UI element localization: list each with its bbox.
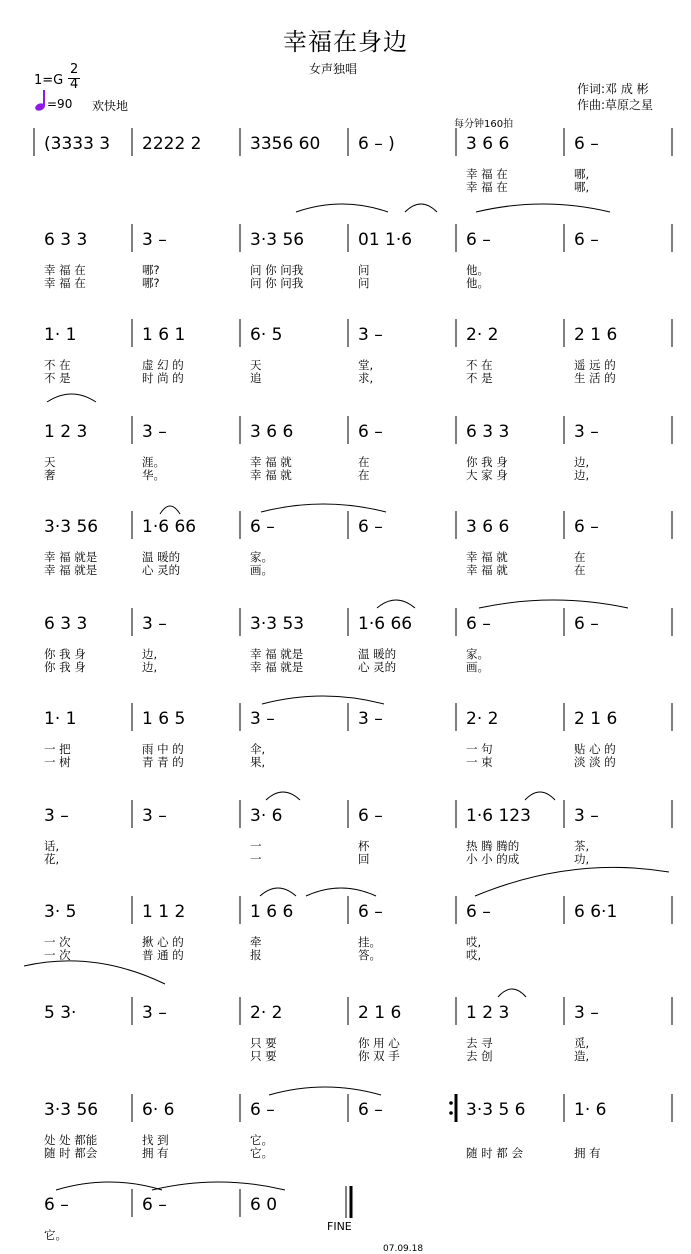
lyric-syllables: 家。	[250, 550, 273, 564]
lyric-syllables: 边,	[142, 647, 158, 661]
slur-arc	[269, 1087, 381, 1095]
lyric-syllables: 挂。	[358, 935, 381, 949]
lyric-syllables: 它。	[44, 1228, 67, 1242]
lyric-syllables: 你 我 身	[44, 660, 86, 674]
slur-arc	[152, 1182, 285, 1190]
note-group: 6 –	[466, 614, 491, 634]
note-group: 6 –	[142, 1195, 167, 1215]
note-group: 6 –	[358, 422, 383, 442]
lyric-syllables: 它。	[250, 1133, 273, 1147]
lyric-syllables: 它。	[250, 1146, 273, 1160]
note-group: 3 –	[142, 230, 167, 250]
slur-arc	[266, 792, 300, 800]
note-group: 1·6 66	[142, 517, 197, 537]
note-group: 6 6·1	[574, 902, 618, 922]
lyric-syllables: 处 处 都能	[44, 1133, 98, 1147]
slur-arc	[405, 204, 437, 212]
lyric-syllables: 伞,	[250, 742, 266, 756]
lyric-syllables: 哪?	[142, 276, 160, 290]
lyric-syllables: 边,	[574, 468, 590, 482]
lyric-syllables: 揪 心 的	[142, 935, 184, 949]
lyric-syllables: 他。	[466, 276, 489, 290]
lyric-syllables: 青 青 的	[142, 755, 184, 769]
lyric-syllables: 找 到	[142, 1133, 169, 1147]
lyric-syllables: 在	[358, 455, 370, 469]
lyric-syllables: 你 我 身	[466, 455, 508, 469]
lyric-syllables: 涯。	[142, 455, 165, 469]
lyric-syllables: 幸 福 在	[44, 276, 86, 290]
note-group: 3 –	[142, 806, 167, 826]
lyric-syllables: 一 次	[44, 948, 71, 962]
lyric-syllables: 幸 福 就是	[44, 550, 98, 564]
lyric-syllables: 答。	[358, 948, 381, 962]
lyric-syllables: 只 要	[250, 1036, 277, 1050]
song-subtitle: 女声独唱	[308, 62, 357, 76]
lyric-syllables: 在	[574, 550, 586, 564]
slur-arc	[377, 600, 415, 608]
note-group: 3 6 6	[250, 422, 294, 442]
note-group: 6 –	[250, 517, 275, 537]
lyric-syllables: 哎,	[466, 935, 482, 949]
lyric-syllables: 温 暖的	[358, 647, 397, 661]
lyric-syllables: 心 灵的	[358, 660, 397, 674]
lyric-syllables: 功,	[574, 852, 590, 866]
note-group: 1 2 3	[466, 1003, 510, 1023]
note-group: 5 3·	[44, 1003, 77, 1023]
note-group: 3 6 6	[466, 517, 510, 537]
lyric-syllables: 边,	[574, 455, 590, 469]
lyric-syllables: 幸 福 就是	[250, 647, 304, 661]
note-group: 6 –	[44, 1195, 69, 1215]
lyric-syllables: 贴 心 的	[574, 742, 616, 756]
lyric-syllables: 杯	[358, 839, 370, 853]
song-title: 幸福在身边	[283, 28, 408, 56]
lyric-syllables: 幸 福 就	[250, 455, 292, 469]
note-group: 6 –	[466, 902, 491, 922]
note-group: 3 –	[44, 806, 69, 826]
lyric-syllables: 问 你 问我	[250, 263, 304, 277]
lyric-syllables: 你 用 心	[358, 1036, 400, 1050]
lyric-syllables: 小 小 的成	[466, 852, 520, 866]
lyric-syllables: 觅,	[574, 1036, 590, 1050]
note-group: 6 3 3	[466, 422, 510, 442]
lyric-syllables: 家。	[466, 647, 489, 661]
lyric-syllables: 一	[250, 852, 262, 866]
note-group: 1 6 6	[250, 902, 294, 922]
note-group: 6 –	[358, 902, 383, 922]
lyric-syllables: 造,	[574, 1049, 590, 1063]
key-signature: 1=G	[34, 73, 64, 88]
lyric-syllables: 回	[358, 852, 370, 866]
lyric-syllables: 一	[250, 839, 262, 853]
lyric-syllables: 不 在	[44, 358, 71, 372]
note-group: 1· 1	[44, 325, 77, 345]
note-group: (3333 3	[44, 134, 111, 154]
slur-arc	[262, 696, 384, 704]
note-group: 6· 5	[250, 325, 283, 345]
note-group: 6 –	[574, 134, 599, 154]
slur-arc	[24, 961, 165, 984]
lyric-syllables: 拥 有	[574, 1146, 601, 1160]
lyric-syllables: 问 你 问我	[250, 276, 304, 290]
slur-arc	[479, 600, 628, 608]
note-group: 2· 2	[466, 709, 499, 729]
lyric-syllables: 牵	[250, 935, 262, 949]
slur-arc	[47, 394, 96, 402]
lyric-syllables: 幸 福 就	[466, 550, 508, 564]
slur-arc	[306, 888, 376, 896]
note-group: 6 –	[358, 806, 383, 826]
note-group: 3·3 56	[44, 1100, 99, 1120]
note-group: 3· 6	[250, 806, 283, 826]
note-group: 1·6 66	[358, 614, 413, 634]
lyric-syllables: 哪?	[142, 263, 160, 277]
lyric-syllables: 问	[358, 263, 370, 277]
note-group: 3 –	[142, 1003, 167, 1023]
lyric-syllables: 在	[574, 563, 586, 577]
lyric-syllables: 茶,	[574, 839, 590, 853]
lyric-syllables: 奢	[44, 468, 56, 482]
note-group: 2· 2	[466, 325, 499, 345]
lyric-syllables: 你 双 手	[358, 1049, 400, 1063]
lyric-syllables: 不 是	[44, 371, 71, 385]
note-group: 2 1 6	[574, 325, 618, 345]
lyric-syllables: 遥 远 的	[574, 358, 616, 372]
lyric-syllables: 不 是	[466, 371, 493, 385]
note-group: 3·3 56	[250, 230, 305, 250]
note-group: 6 – )	[358, 134, 395, 154]
lyric-syllables: 时 尚 的	[142, 371, 184, 385]
date-stamp: 07.09.18	[383, 1244, 424, 1254]
tempo-value: =90	[47, 97, 73, 111]
lyric-syllables: 去 寻	[466, 1036, 493, 1050]
note-group: 3·3 5 6	[466, 1100, 526, 1120]
note-group: 3 –	[574, 806, 599, 826]
lyric-syllables: 幸 福 在	[44, 263, 86, 277]
note-group: 2 1 6	[358, 1003, 402, 1023]
lyric-syllables: 哎,	[466, 948, 482, 962]
note-group: 3·3 53	[250, 614, 305, 634]
note-group: 1·6 123	[466, 806, 531, 826]
lyric-syllables: 幸 福 在	[466, 180, 508, 194]
slur-arc	[56, 1182, 162, 1190]
note-group: 1· 1	[44, 709, 77, 729]
lyric-syllables: 天	[250, 358, 262, 372]
note-group: 6 0	[250, 1195, 278, 1215]
lyric-syllables: 花,	[44, 852, 60, 866]
lyric-syllables: 普 通 的	[142, 948, 184, 962]
note-group: 3 –	[142, 614, 167, 634]
lyric-syllables: 幸 福 就是	[44, 563, 98, 577]
lyric-syllables: 热 腾 腾的	[466, 839, 520, 853]
note-group: 3 –	[358, 325, 383, 345]
lyric-syllables: 温 暖的	[142, 550, 181, 564]
lyric-syllables: 哪,	[574, 180, 590, 194]
note-group: 6 –	[358, 517, 383, 537]
note-group: 1 2 3	[44, 422, 88, 442]
note-group: 2222 2	[142, 134, 202, 154]
lyric-syllables: 问	[358, 276, 370, 290]
fine-marking: FINE	[327, 1220, 352, 1233]
lyric-syllables: 华。	[142, 468, 165, 482]
lyric-syllables: 不 在	[466, 358, 493, 372]
lyric-syllables: 一 把	[44, 742, 71, 756]
lyric-syllables: 淡 淡 的	[574, 755, 616, 769]
slur-arc	[260, 888, 296, 896]
lyric-syllables: 随 时 都 会	[466, 1146, 523, 1160]
lyric-syllables: 只 要	[250, 1049, 277, 1063]
note-group: 3 –	[358, 709, 383, 729]
note-group: 2 1 6	[574, 709, 618, 729]
lyric-syllables: 报	[250, 948, 262, 962]
lyric-syllables: 他。	[466, 263, 489, 277]
lyric-syllables: 哪,	[574, 167, 590, 181]
lyric-syllables: 去 创	[466, 1049, 493, 1063]
lyric-syllables: 拥 有	[142, 1146, 169, 1160]
lyric-syllables: 你 我 身	[44, 647, 86, 661]
note-group: 1 1 2	[142, 902, 186, 922]
note-group: 3 –	[142, 422, 167, 442]
repeat-dot	[449, 1111, 453, 1115]
slur-arc	[160, 506, 180, 514]
time-signature-bottom: 4	[70, 77, 79, 92]
slur-arc	[296, 204, 388, 212]
lyric-syllables: 边,	[142, 660, 158, 674]
lyric-syllables: 幸 福 在	[466, 167, 508, 181]
note-group: 3· 5	[44, 902, 77, 922]
note-group: 1 6 1	[142, 325, 186, 345]
lyric-syllables: 幸 福 就	[250, 468, 292, 482]
lyric-syllables: 天	[44, 455, 56, 469]
note-group: 6 –	[466, 230, 491, 250]
note-group: 01 1·6	[358, 230, 413, 250]
composer-credit: 作曲:草原之星	[577, 98, 654, 112]
lyric-syllables: 堂,	[358, 358, 374, 372]
time-signature-top: 2	[70, 62, 79, 77]
lyric-syllables: 一 句	[466, 742, 493, 756]
lyric-syllables: 果,	[250, 755, 266, 769]
note-group: 6 3 3	[44, 614, 88, 634]
note-group: 3 –	[250, 709, 275, 729]
repeat-dot	[449, 1101, 453, 1105]
speed-annotation: 每分钟160拍	[454, 119, 514, 130]
note-group: 6 –	[358, 1100, 383, 1120]
note-group: 2· 2	[250, 1003, 283, 1023]
lyric-syllables: 画。	[250, 563, 273, 577]
lyric-syllables: 追	[250, 371, 262, 385]
slur-arc	[498, 989, 526, 997]
lyric-syllables: 雨 中 的	[142, 742, 184, 756]
note-group: 6· 6	[142, 1100, 175, 1120]
lyric-syllables: 求,	[358, 371, 374, 385]
lyric-syllables: 画。	[466, 660, 489, 674]
slur-arc	[476, 204, 610, 212]
slur-arc	[261, 504, 386, 512]
lyric-syllables: 一 束	[466, 755, 493, 769]
note-group: 3·3 56	[44, 517, 99, 537]
lyric-syllables: 在	[358, 468, 370, 482]
tempo-marking: 欢快地	[92, 99, 129, 113]
lyric-syllables: 大 家 身	[466, 468, 508, 482]
slur-arc	[525, 792, 555, 800]
lyric-syllables: 幸 福 就是	[250, 660, 304, 674]
note-group: 6 3 3	[44, 230, 88, 250]
lyric-syllables: 虚 幻 的	[142, 358, 184, 372]
note-group: 6 –	[574, 614, 599, 634]
lyric-syllables: 生 活 的	[574, 371, 616, 385]
note-group: 3 –	[574, 1003, 599, 1023]
slur-arc	[475, 867, 669, 896]
lyric-syllables: 幸 福 就	[466, 563, 508, 577]
note-group: 6 –	[574, 517, 599, 537]
lyric-syllables: 一 树	[44, 755, 71, 769]
note-group: 6 –	[250, 1100, 275, 1120]
note-group: 6 –	[574, 230, 599, 250]
lyric-syllables: 话,	[44, 839, 60, 853]
note-group: 1· 6	[574, 1100, 607, 1120]
note-group: 3 –	[574, 422, 599, 442]
note-group: 3 6 6	[466, 134, 510, 154]
lyric-syllables: 一 次	[44, 935, 71, 949]
lyric-syllables: 随 时 都会	[44, 1146, 98, 1160]
lyric-syllables: 心 灵的	[142, 563, 181, 577]
lyricist-credit: 作词:邓 成 彬	[577, 82, 649, 96]
note-group: 3356 60	[250, 134, 321, 154]
note-group: 1 6 5	[142, 709, 186, 729]
